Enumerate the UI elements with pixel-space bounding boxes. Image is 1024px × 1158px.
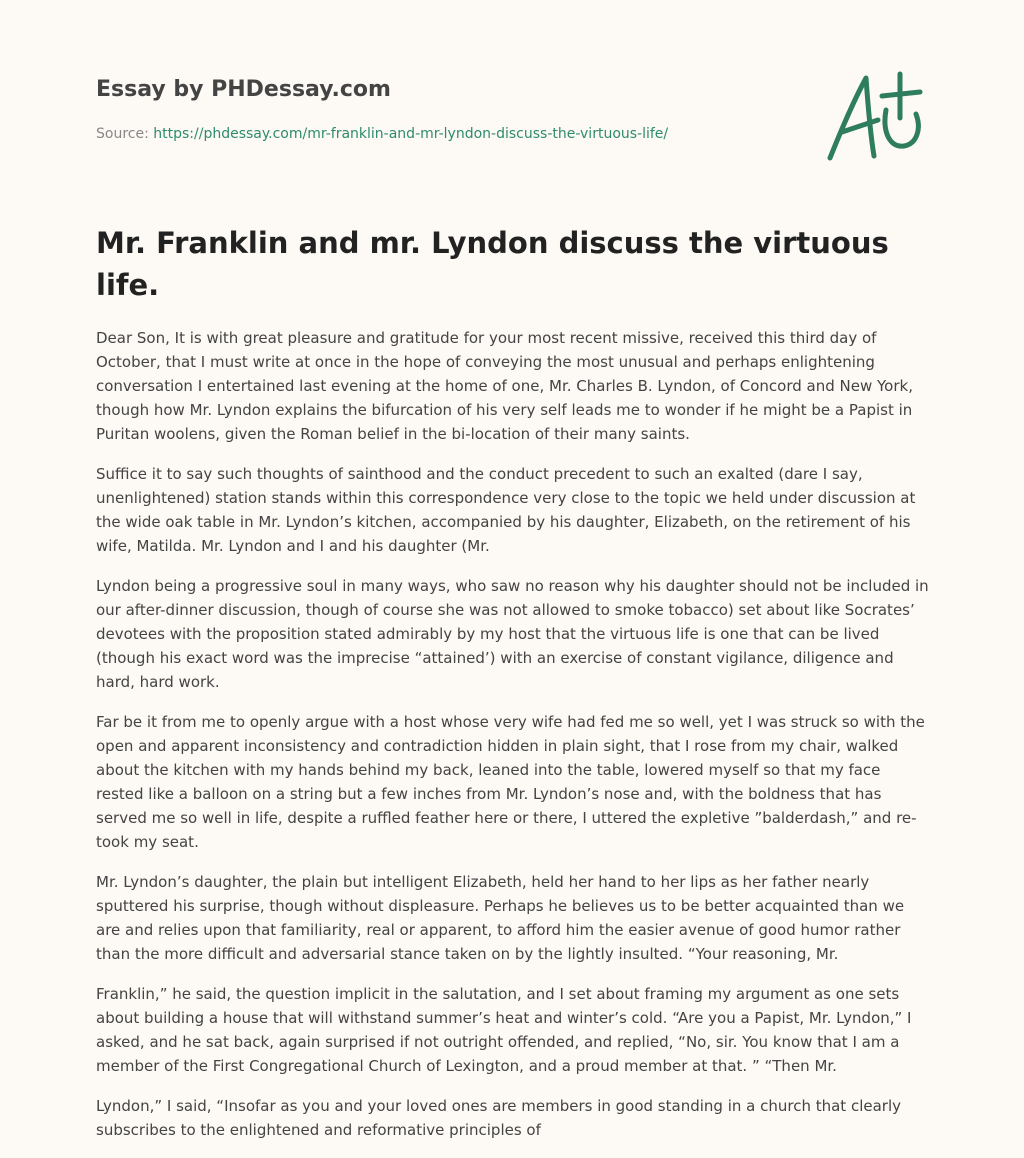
site-title: Essay by PHDessay.com <box>96 77 391 102</box>
paragraph: Mr. Lyndon’s daughter, the plain but intelligent Elizabeth, held her hand to her lips as her father nearly sputtered his surprise, though without displeasure. Perhaps he believes us to be better acquainted than we are and relies upon that familiarity, real or apparent, to afford him the easier avenue of good humor rather than the more difficult and adversarial stance taken on by the lightly insulted. “Your reasoning, Mr. <box>96 873 905 963</box>
paragraph: Dear Son, It is with great pleasure and gratitude for your most recent missive, received this third day of October, that I must write at once in the hope of conveying the most unusual and perhaps enlightening conversation I entertained last evening at the home of one, Mr. Charles B. Lyndon, of Concord and New York, though how Mr. Lyndon explains the bifurcation of his very self leads me to wonder if he might be a Papist in Puritan woolens, given the Roman belief in the bi-location of their many saints. <box>96 329 913 443</box>
paragraph: Lyndon being a progressive soul in many ways, who saw no reason why his daughter should not be included in our after-dinner discussion, though of course she was not allowed to smoke tobacco) set about like Socrates’ devotees with the proposition stated admirably by my host that the virtuous life is one that can be lived (though his exact word was the imprecise “attained’) with an exercise of constant vigilance, diligence and hard, hard work. <box>96 577 929 691</box>
paragraph: Franklin,” he said, the question implicit in the salutation, and I set about framing my argument as one sets about building a house that will withstand summer’s heat and winter’s cold. “Are you a Papist, Mr. Lyndon,” I asked, and he sat back, again surprised if not outright offended, and replied, “No, sir. You know that I am a member of the First Congregational Church of Lexington, and a proud member at that. ” “Then Mr. <box>96 985 912 1075</box>
article-title: Mr. Franklin and mr. Lyndon discuss the virtuous life. <box>96 226 889 302</box>
header <box>96 74 796 144</box>
source-line <box>96 124 796 144</box>
source-link[interactable]: https://phdessay.com/mr-franklin-and-mr-lyndon-discuss-the-virtuous-life/ <box>153 126 669 142</box>
paragraph: Far be it from me to openly argue with a host whose very wife had fed me so well, yet I was struck so with the open and apparent inconsistency and contradiction hidden in plain sight, that I rose from my chair, walked about the kitchen with my hands behind my back, leaned into the table, lowered myself so that my face rested like a balloon on a string but a few inches from Mr. Lyndon’s nose and, with the boldness that has served me so well in life, despite a ruffled feather here or there, I uttered the expletive ”balderdash,” and re-took my seat. <box>96 713 925 851</box>
a-plus-logo <box>820 66 930 166</box>
paragraph: Suffice it to say such thoughts of sainthood and the conduct precedent to such an exalted (dare I say, unenlightened) station stands within this correspondence very close to the topic we held under discussion at the wide oak table in Mr. Lyndon’s kitchen, accompanied by his daughter, Elizabeth, on the retirement of his wife, Matilda. Mr. Lyndon and I and his daughter (Mr. <box>96 465 916 555</box>
source-label: Source: <box>96 126 154 142</box>
paragraph: Lyndon,” I said, “Insofar as you and your loved ones are members in good standing in a church that clearly subscribes to the enlightened and reformative principles of <box>96 1097 901 1139</box>
article <box>96 222 932 1158</box>
